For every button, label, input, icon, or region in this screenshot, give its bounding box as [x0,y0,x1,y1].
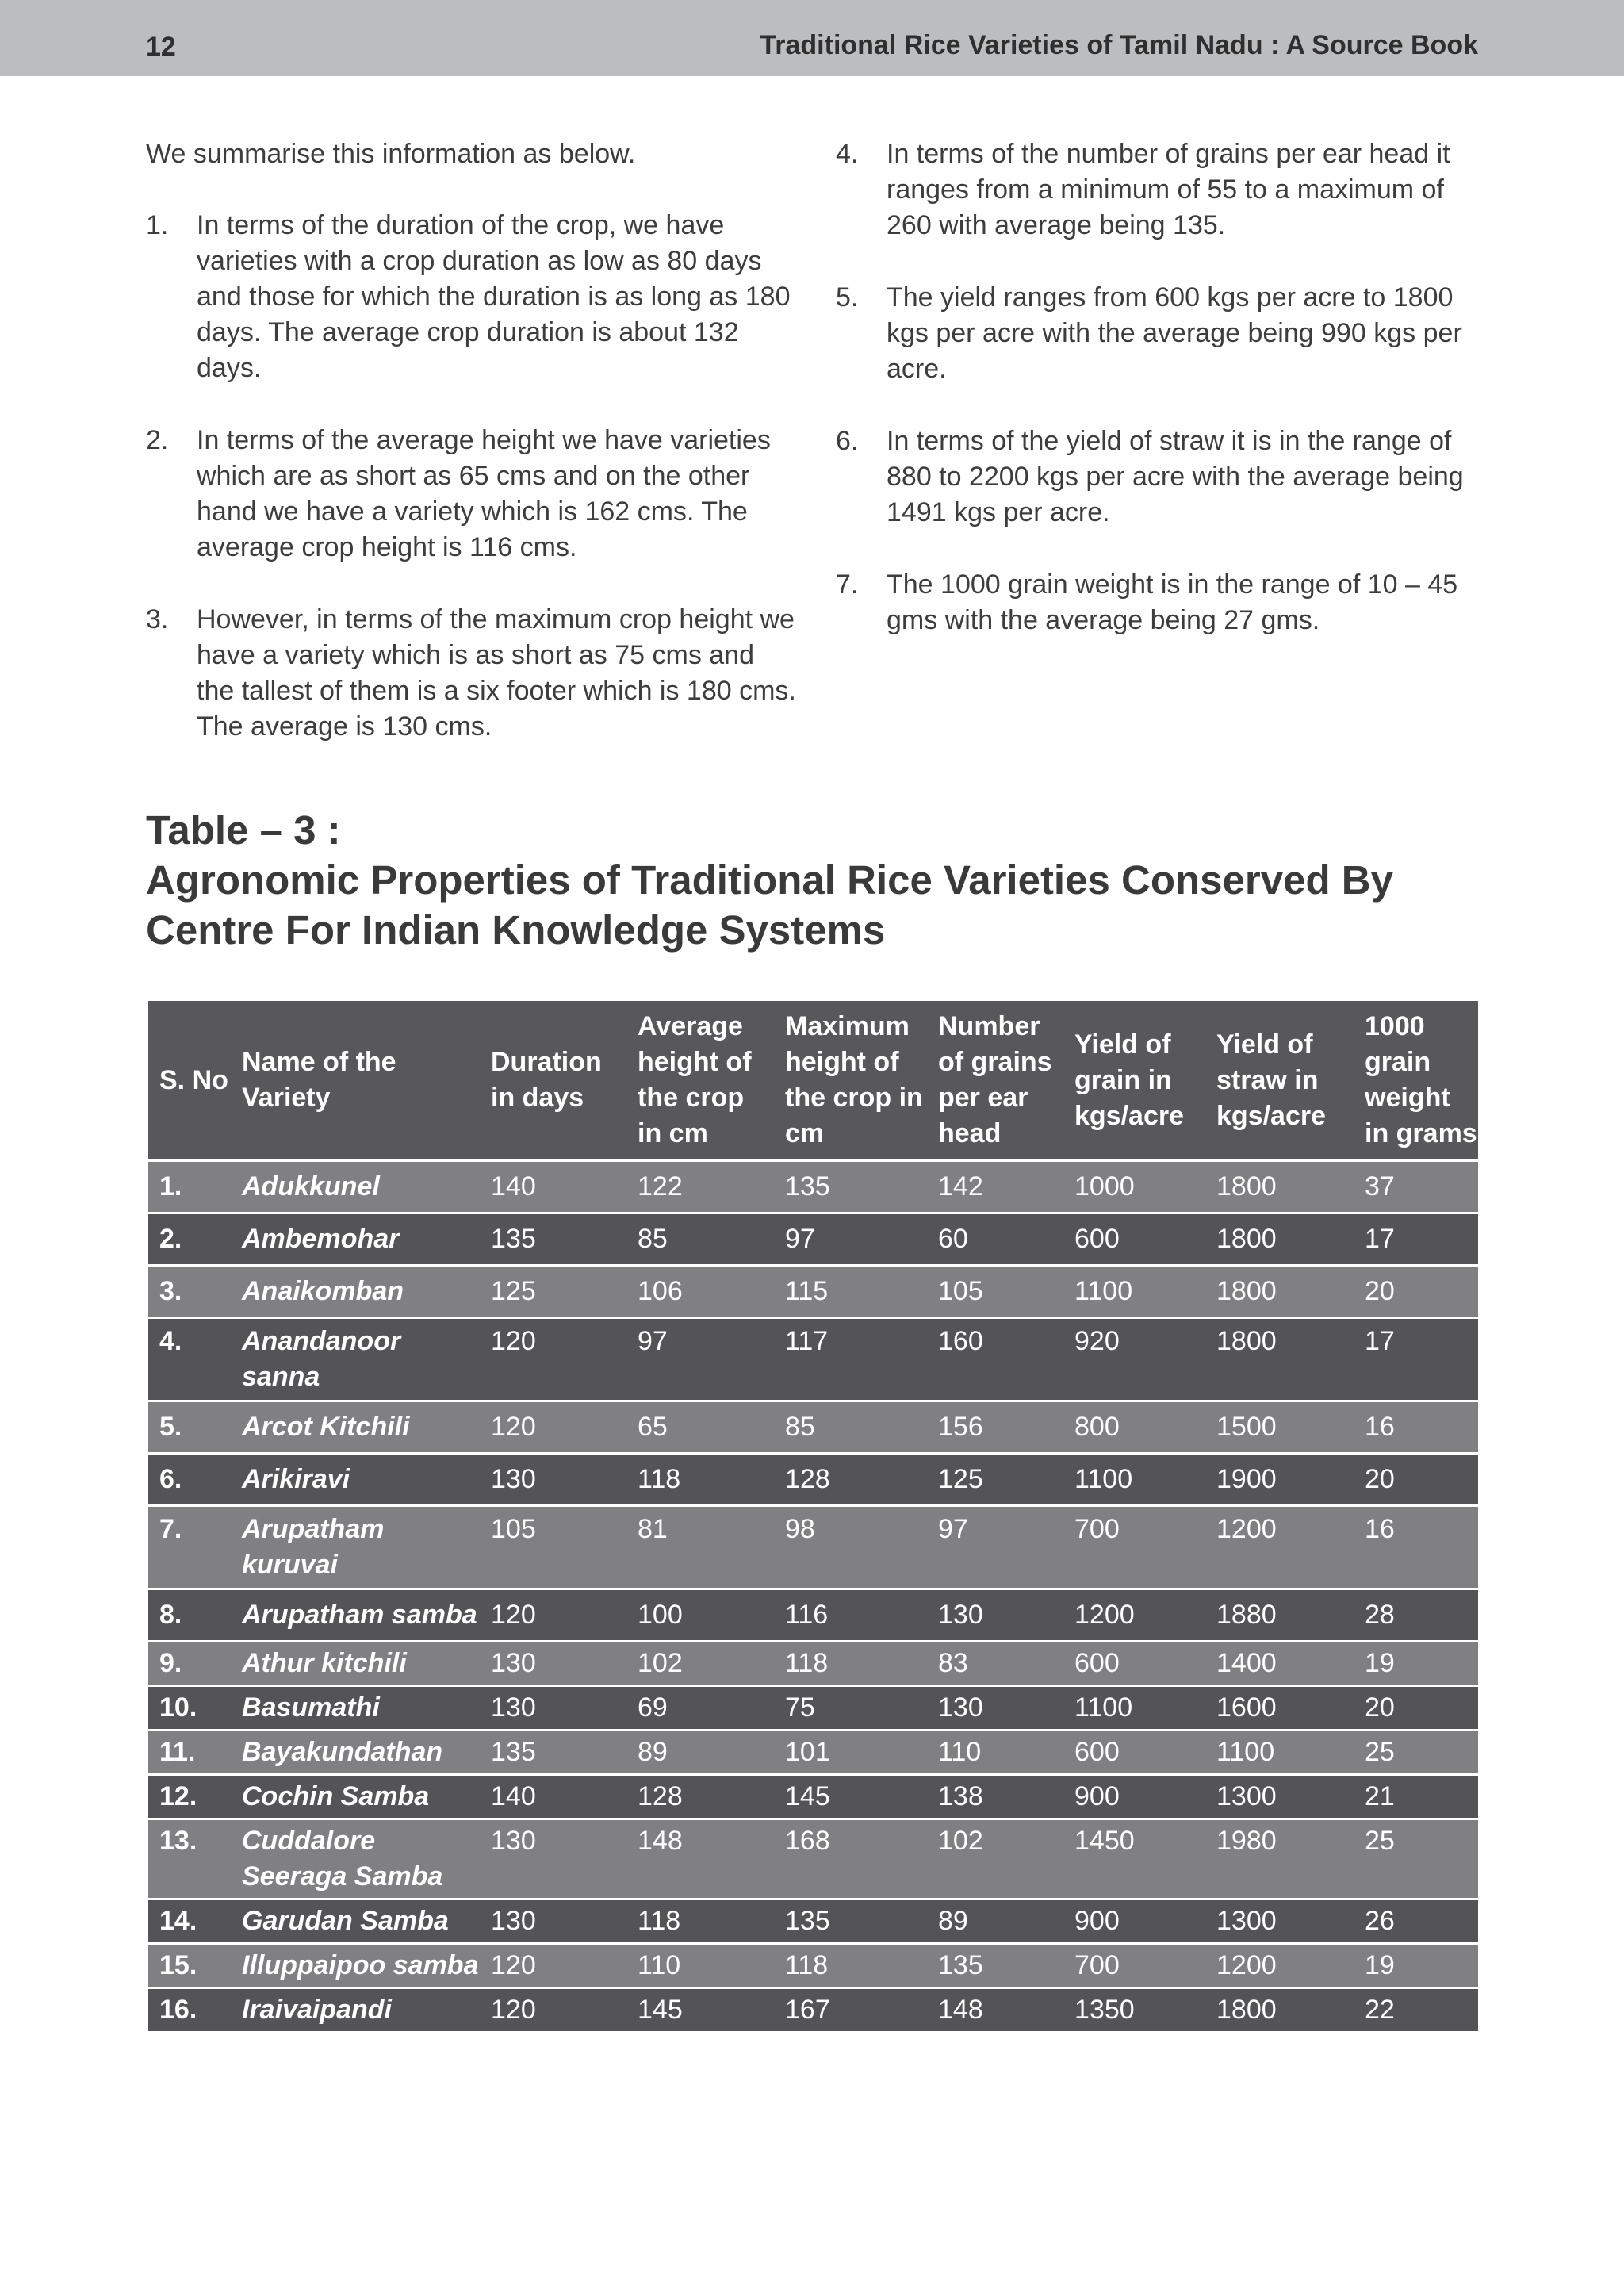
value-cell: 1900 [1205,1454,1354,1506]
value-cell: 118 [626,1454,774,1506]
header-row [148,1001,1478,1161]
variety-name-cell: Anandanoor sanna [231,1318,480,1401]
value-cell: 148 [927,1988,1063,2033]
value-cell: 97 [626,1318,774,1401]
column-header: Maximum height of the crop in cm [774,1001,927,1161]
serial-number-cell: 11. [148,1731,231,1775]
value-cell: 145 [774,1775,927,1819]
variety-name-cell: Arcot Kitchili [231,1401,480,1454]
value-cell: 1100 [1205,1731,1354,1775]
value-cell: 19 [1354,1642,1478,1686]
variety-name-cell: Athur kitchili [231,1642,480,1686]
value-cell: 167 [774,1988,927,2033]
column-header: Name of the Variety [231,1001,480,1161]
variety-name-cell: Anaikomban [231,1266,480,1318]
column-header: Average height of the crop in cm [626,1001,774,1161]
value-cell: 130 [480,1454,626,1506]
value-cell: 102 [626,1642,774,1686]
value-cell: 122 [626,1161,774,1213]
list-item [836,567,1486,638]
value-cell: 17 [1354,1213,1478,1266]
table-body [148,1161,1478,2033]
value-cell: 130 [480,1686,626,1731]
list-item [836,424,1486,531]
serial-number-cell: 5. [148,1401,231,1454]
value-cell: 160 [927,1318,1063,1401]
variety-name-cell: Illuppaipoo samba [231,1944,480,1988]
value-cell: 118 [626,1899,774,1944]
table-caption-line: Centre For Indian Knowledge Systems [146,907,886,953]
value-cell: 1500 [1205,1401,1354,1454]
variety-name-cell: Adukkunel [231,1161,480,1213]
value-cell: 85 [626,1213,774,1266]
value-cell: 135 [480,1731,626,1775]
value-cell: 69 [626,1686,774,1731]
serial-number-cell: 13. [148,1819,231,1899]
table-row [148,1944,1478,1988]
running-title: Traditional Rice Varieties of Tamil Nadu : A Source Book [760,30,1478,60]
value-cell: 148 [626,1819,774,1899]
value-cell: 128 [774,1454,927,1506]
value-cell: 125 [927,1454,1063,1506]
serial-number-cell: 15. [148,1944,231,1988]
variety-name-cell: Arupatham kuruvai [231,1506,480,1589]
value-cell: 120 [480,1944,626,1988]
value-cell: 60 [927,1213,1063,1266]
list-item-text: In terms of the number of grains per ear head it ranges from a minimum of 55 to a maximum of 260 with average being 135. [887,139,1450,240]
intro-text: We summarise this information as below. [146,139,636,169]
right-column [836,136,1486,675]
value-cell: 21 [1354,1775,1478,1819]
value-cell: 120 [480,1988,626,2033]
value-cell: 16 [1354,1506,1478,1589]
value-cell: 145 [626,1988,774,2033]
value-cell: 600 [1063,1213,1205,1266]
value-cell: 142 [927,1161,1063,1213]
list-item [146,602,796,745]
value-cell: 25 [1354,1731,1478,1775]
value-cell: 156 [927,1401,1063,1454]
value-cell: 28 [1354,1589,1478,1642]
value-cell: 105 [480,1506,626,1589]
table-number: Table – 3 : [146,807,341,853]
value-cell: 1600 [1205,1686,1354,1731]
value-cell: 16 [1354,1401,1478,1454]
value-cell: 110 [626,1944,774,1988]
table-row [148,1506,1478,1589]
value-cell: 97 [927,1506,1063,1589]
value-cell: 105 [927,1266,1063,1318]
variety-name-cell: Ambemohar [231,1213,480,1266]
list-item-text: However, in terms of the maximum crop height we have a variety which is as short as 75 cms and the tallest of them is a six footer which is 180 cms. The average is 130 cms. [197,604,796,742]
value-cell: 138 [927,1775,1063,1819]
list-item-text: In terms of the average height we have varieties which are as short as 65 cms and on the other hand we have a variety which is 162 cms. The average crop height is 116 cms. [197,425,771,562]
variety-name-cell: Cuddalore Seeraga Samba [231,1819,480,1899]
list-item-text: In terms of the duration of the crop, we have varieties with a crop duration as low as 80 days and those for which the duration is as long as 180 days. The average crop duration is about 132 days. [197,210,791,383]
value-cell: 117 [774,1318,927,1401]
page-number: 12 [146,32,176,62]
value-cell: 700 [1063,1944,1205,1988]
table-row [148,1775,1478,1819]
table-caption-line: Agronomic Properties of Traditional Rice Varieties Conserved By [146,857,1393,903]
value-cell: 89 [927,1899,1063,1944]
value-cell: 1800 [1205,1988,1354,2033]
table-row [148,1988,1478,2033]
list-item-number: 3. [146,604,169,634]
variety-name-cell: Iraivaipandi [231,1988,480,2033]
table-row [148,1642,1478,1686]
table-row [148,1686,1478,1731]
value-cell: 1400 [1205,1642,1354,1686]
list-item-text: The yield ranges from 600 kgs per acre to 1800 kgs per acre with the average being 990 kgs per acre. [887,282,1462,384]
value-cell: 25 [1354,1819,1478,1899]
value-cell: 83 [927,1642,1063,1686]
column-header: Yield of grain in kgs/acre [1063,1001,1205,1161]
value-cell: 85 [774,1401,927,1454]
serial-number-cell: 9. [148,1642,231,1686]
value-cell: 89 [626,1731,774,1775]
left-column [146,136,796,781]
value-cell: 140 [480,1161,626,1213]
value-cell: 1350 [1063,1988,1205,2033]
list-item [836,280,1486,387]
value-cell: 115 [774,1266,927,1318]
list-item-number: 6. [836,426,859,456]
value-cell: 120 [480,1589,626,1642]
value-cell: 130 [480,1899,626,1944]
value-cell: 128 [626,1775,774,1819]
value-cell: 37 [1354,1161,1478,1213]
table-row [148,1266,1478,1318]
value-cell: 100 [626,1589,774,1642]
value-cell: 130 [927,1589,1063,1642]
value-cell: 17 [1354,1318,1478,1401]
value-cell: 900 [1063,1899,1205,1944]
list-item [146,208,796,386]
table-row [148,1454,1478,1506]
value-cell: 20 [1354,1686,1478,1731]
value-cell: 1200 [1205,1944,1354,1988]
serial-number-cell: 14. [148,1899,231,1944]
list-item [146,423,796,565]
value-cell: 1800 [1205,1161,1354,1213]
value-cell: 135 [774,1899,927,1944]
page-header [0,0,1624,76]
serial-number-cell: 6. [148,1454,231,1506]
serial-number-cell: 3. [148,1266,231,1318]
serial-number-cell: 7. [148,1506,231,1589]
serial-number-cell: 1. [148,1161,231,1213]
value-cell: 135 [927,1944,1063,1988]
serial-number-cell: 16. [148,1988,231,2033]
value-cell: 800 [1063,1401,1205,1454]
table-row [148,1819,1478,1899]
value-cell: 120 [480,1401,626,1454]
column-header: Duration in days [480,1001,626,1161]
table-title [146,805,1494,955]
column-header: 1000 grain weight in grams [1354,1001,1478,1161]
variety-name-cell: Arikiravi [231,1454,480,1506]
value-cell: 125 [480,1266,626,1318]
value-cell: 1300 [1205,1899,1354,1944]
table-row [148,1213,1478,1266]
serial-number-cell: 2. [148,1213,231,1266]
serial-number-cell: 12. [148,1775,231,1819]
variety-name-cell: Arupatham samba [231,1589,480,1642]
list-item-number: 5. [836,282,859,312]
table-header [148,1001,1478,1161]
value-cell: 118 [774,1944,927,1988]
value-cell: 135 [774,1161,927,1213]
list-item-number: 4. [836,139,859,169]
table-row [148,1318,1478,1401]
table-row [148,1589,1478,1642]
list-item-text: The 1000 grain weight is in the range of 10 – 45 gms with the average being 27 gms. [887,569,1458,635]
value-cell: 1100 [1063,1686,1205,1731]
value-cell: 130 [927,1686,1063,1731]
value-cell: 1200 [1205,1506,1354,1589]
value-cell: 20 [1354,1454,1478,1506]
column-header: S. No [148,1001,231,1161]
variety-name-cell: Cochin Samba [231,1775,480,1819]
properties-table [148,1001,1478,2033]
variety-name-cell: Bayakundathan [231,1731,480,1775]
value-cell: 75 [774,1686,927,1731]
value-cell: 1800 [1205,1213,1354,1266]
table-row [148,1161,1478,1213]
value-cell: 1880 [1205,1589,1354,1642]
list-item-number: 7. [836,569,859,600]
value-cell: 1800 [1205,1318,1354,1401]
value-cell: 120 [480,1318,626,1401]
list-item-number: 2. [146,425,169,455]
value-cell: 900 [1063,1775,1205,1819]
value-cell: 22 [1354,1988,1478,2033]
table-row [148,1731,1478,1775]
variety-name-cell: Garudan Samba [231,1899,480,1944]
value-cell: 140 [480,1775,626,1819]
table-row [148,1899,1478,1944]
column-header: Yield of straw in kgs/acre [1205,1001,1354,1161]
value-cell: 97 [774,1213,927,1266]
value-cell: 1300 [1205,1775,1354,1819]
list-item-text: In terms of the yield of straw it is in the range of 880 to 2200 kgs per acre with the average being 1491 kgs per acre. [887,426,1464,527]
value-cell: 1000 [1063,1161,1205,1213]
value-cell: 1800 [1205,1266,1354,1318]
value-cell: 700 [1063,1506,1205,1589]
value-cell: 600 [1063,1731,1205,1775]
serial-number-cell: 8. [148,1589,231,1642]
value-cell: 65 [626,1401,774,1454]
serial-number-cell: 10. [148,1686,231,1731]
value-cell: 130 [480,1819,626,1899]
table-row [148,1401,1478,1454]
value-cell: 1200 [1063,1589,1205,1642]
value-cell: 101 [774,1731,927,1775]
value-cell: 102 [927,1819,1063,1899]
value-cell: 81 [626,1506,774,1589]
value-cell: 135 [480,1213,626,1266]
value-cell: 19 [1354,1944,1478,1988]
list-item [836,136,1486,243]
value-cell: 1450 [1063,1819,1205,1899]
value-cell: 920 [1063,1318,1205,1401]
value-cell: 98 [774,1506,927,1589]
value-cell: 1980 [1205,1819,1354,1899]
value-cell: 20 [1354,1266,1478,1318]
value-cell: 168 [774,1819,927,1899]
value-cell: 1100 [1063,1266,1205,1318]
value-cell: 1100 [1063,1454,1205,1506]
value-cell: 600 [1063,1642,1205,1686]
variety-name-cell: Basumathi [231,1686,480,1731]
serial-number-cell: 4. [148,1318,231,1401]
value-cell: 116 [774,1589,927,1642]
value-cell: 118 [774,1642,927,1686]
value-cell: 26 [1354,1899,1478,1944]
list-item-number: 1. [146,210,169,240]
column-header: Number of grains per ear head [927,1001,1063,1161]
value-cell: 110 [927,1731,1063,1775]
value-cell: 130 [480,1642,626,1686]
value-cell: 106 [626,1266,774,1318]
